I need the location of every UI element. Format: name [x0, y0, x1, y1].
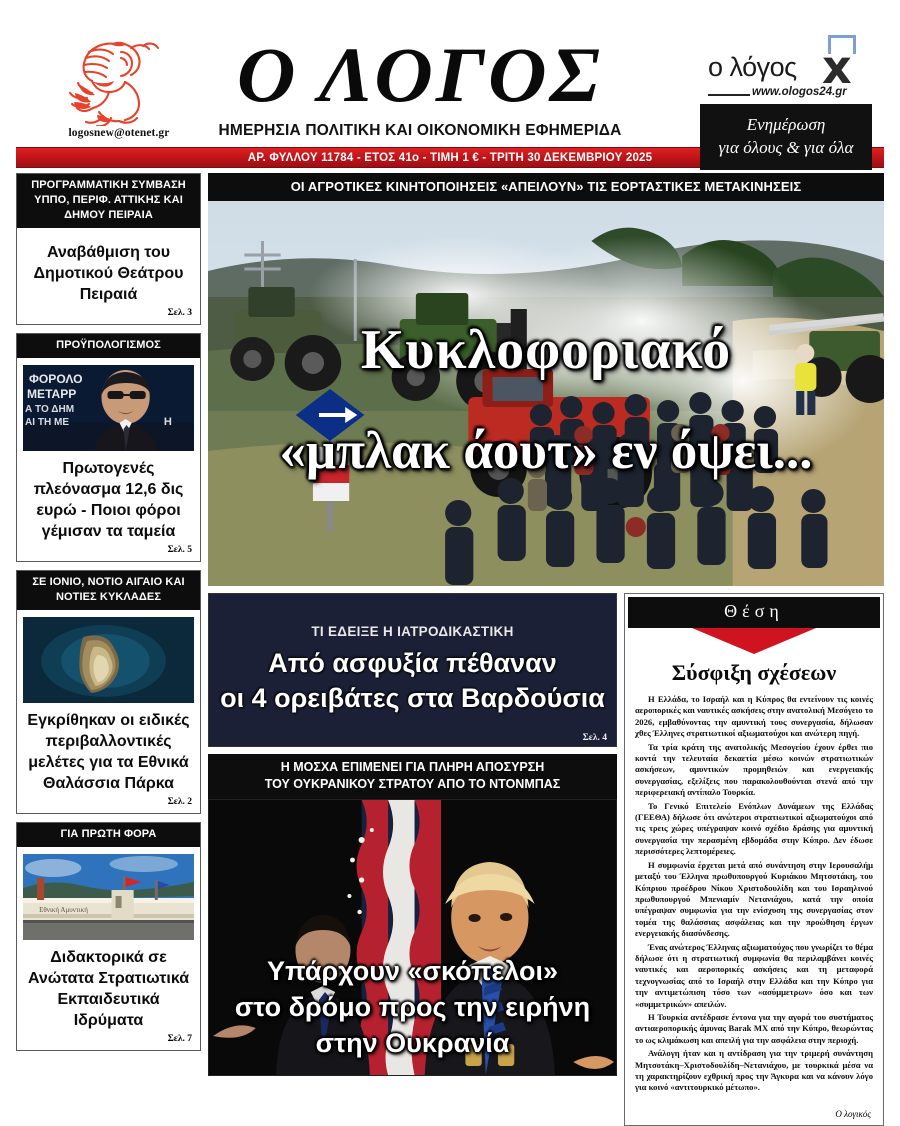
title-block	[200, 31, 640, 140]
military-academy-building-photo	[23, 854, 194, 940]
svg-text:ΜΕΤΑΡΡ: ΜΕΤΑΡΡ	[27, 387, 77, 401]
farmers-tractor-roadblock-photo	[208, 201, 884, 586]
page-reference: Σελ. 7	[167, 1034, 192, 1044]
story-ukraine-kicker-line-2: ΤΟΥ ΟΥΚΡΑΝΙΚΟΥ ΣΤΡΑΤΟΥ ΑΠΟ ΤΟ ΝΤΟΝΜΠΑΣ	[264, 777, 561, 791]
story-ukraine-kicker-line-1: Η ΜΟΣΧΑ ΕΠΙΜΕΝΕΙ ΓΙΑ ΠΛΗΡΗ ΑΠΟΣΥΡΣΗ	[280, 760, 545, 774]
masthead	[0, 0, 900, 157]
logo-email: logosnew@otenet.gr	[68, 127, 170, 139]
sidebar-item-stratiotika-idrymata[interactable]	[16, 822, 201, 1051]
opinion-paragraph: Ένας ανώτερος Έλληνας αξιωματούχος που γνωρίζει το θέμα δήλωσε ότι η στρατιωτική συμφωνία θα περιλαμβάνει κοινές ναυτικές και αεροπορικές ασκήσεις και τη μεταφορά τεχνογνωσίας από το Ισραήλ στην Ελλάδα και την Κύπρο για την αντιμετώπιση τόσο των «ασύμμετρων» όσο και των «συμμετρικών» απειλών.	[635, 941, 873, 1009]
page-reference: Σελ. 5	[167, 545, 192, 555]
story-vardousia-headline	[220, 646, 605, 716]
sidebar-item-thalassia-parka[interactable]	[16, 570, 201, 814]
page-reference: Σελ. 3	[167, 308, 192, 318]
sidebar-item-kicker: ΓΙΑ ΠΡΩΤΗ ΦΟΡΑ	[17, 823, 200, 847]
opinion-paragraph: Η συμφωνία έρχεται μετά από συνάντηση στην Ιερουσαλήμ μεταξύ του Έλληνα πρωθυπουργού Κυριάκου Μητσοτάκη, του Κύπριου προέδρου Νίκου Χριστοδουλίδη και του Ισραηλινού πρωθυπουργού Μπενιαμίν Νετανιάχου, κατά την οποία υπέγραψαν συμφωνία για την ενίσχυση της συνεργασίας στον τομέα της θαλάσσιας ασφάλειας και την προώθηση έργων ενεργειακής διασύνδεσης.	[635, 859, 873, 939]
sidebar-item-kicker: ΠΡΟΓΡΑΜΜΑΤΙΚΗ ΣΥΜΒΑΣΗ ΥΠΠΟ, ΠΕΡΙΦ. ΑΤΤΙΚΗΣ ΚΑΙ ΔΗΜΟΥ ΠΕΙΡΑΙΑ	[17, 174, 200, 228]
sidebar-item-title: Διδακτορικά σε Ανώτατα Στρατιωτικά Εκπαιδευτικά Ιδρύματα	[27, 949, 190, 1029]
website-brand-box[interactable]	[700, 40, 872, 170]
page-title: Ο ΛΟΓΟΣ	[236, 31, 604, 118]
brand-logo	[700, 40, 872, 100]
sidebar-item-proypologismos[interactable]	[16, 333, 201, 562]
strapline-line-1: Ενημέρωση	[746, 115, 826, 134]
opinion-paragraph: Τα τρία κράτη της ανατολικής Μεσογείου έχουν έρθει πιο κοντά την τελευταία δεκαετία μέσω κοινών στρατιωτικών ασκήσεων, αμυντικών προμηθειών και ενεργειακής συνεργασίας, εξελίξεις που παρακολουθούνται στενά από την περιφερειακή αντίπαλο Τουρκία.	[635, 741, 873, 798]
opinion-paragraph: Η Ελλάδα, το Ισραήλ και η Κύπρος θα εντείνουν τις κοινές αεροπορικές και ναυτικές ασκήσεις στην ανατολική Μεσόγειο το 2026, εμβαθύνοντας την αμυντική τους συνεργασία, δήλωσαν χθες Έλληνες στρατιωτικοί αξιωματούχοι και ανώτερη πηγή.	[635, 694, 873, 739]
red-arrow-icon	[692, 628, 816, 654]
newspaper-logo	[44, 38, 194, 150]
opinion-body	[625, 694, 883, 1102]
lower-region	[208, 593, 884, 1126]
story-vardousia-kicker: ΤΙ ΕΔΕΙΞΕ Η ΙΑΤΡΟΔΙΚΑΣΤΙΚΗ	[311, 624, 514, 639]
brand-wordmark: ο λόγος	[708, 52, 797, 82]
page-reference: Σελ. 2	[167, 797, 192, 807]
opinion-paragraph: Το Γενικό Επιτελείο Ενόπλων Δυνάμεων της Ελλάδας (ΓΕΕΘΑ) δήλωσε ότι ανώτεροι στρατιωτικοί αξιωματούχοι από τις τρεις χώρες υπέγραψαν κοινό σχέδιο δράσης για αμυντική συνεργασία την περασμένη εβδομάδα στην Κύπρο. Δεν έδωσε περισσότερες λεπτομέρειες.	[635, 800, 873, 857]
story-ukraine-line-1: Υπάρχουν «σκόπελοι»	[266, 956, 559, 986]
middle-column	[208, 593, 617, 1126]
svg-text:ΦΟΡΟΛΟ: ΦΟΡΟΛΟ	[29, 372, 83, 386]
trump-press-briefing-photo	[208, 799, 617, 1076]
story-ukraine-headline	[209, 953, 616, 1061]
svg-text:Α ΤΟ ΔΗΜ: Α ΤΟ ΔΗΜ	[25, 404, 75, 415]
story-ukraine-line-3: στην Ουκρανία	[315, 1028, 510, 1058]
brand-bracket-icon: x	[822, 40, 852, 94]
opinion-paragraph: Ανάλογη ήταν και η αντίδραση για την τριμερή συνάντηση Μητσοτάκη–Χριστοδουλίδη–Νετανιάχου, με τουρκικά μέσα να τη χαρακτηρίζουν εχθρική προς την Άγκυρα και να κάνουν λόγο για κοινό «αντιτουρκικό μέτωπο».	[635, 1048, 873, 1093]
sidebar	[16, 173, 201, 1126]
svg-text:Εθνική Αμυντική: Εθνική Αμυντική	[39, 906, 88, 914]
website-url[interactable]: www.ologos24.gr	[752, 86, 847, 98]
sidebar-item-kicker: ΠΡΟΫΠΟΛΟΓΙΣΜΟΣ	[17, 334, 200, 358]
lead-headline-line-1: Κυκλοφοριακό	[360, 319, 732, 381]
sidebar-item-title: Πρωτογενές πλεόνασμα 12,6 δις ευρώ - Ποιοι φόροι γέμισαν τα ταμεία	[33, 460, 184, 540]
opinion-section-label: Θέση	[628, 597, 880, 628]
story-ukraine-line-2: στο δρόμο προς την ειρήνη	[234, 992, 591, 1022]
masthead-subtitle: ΗΜΕΡΗΣΙΑ ΠΟΛΙΤΙΚΗ ΚΑΙ ΟΙΚΟΝΟΜΙΚΗ ΕΦΗΜΕΡΙΔΑ	[218, 122, 622, 139]
lead-headline-line-2: «μπλακ άουτ» εν όψει...	[279, 422, 813, 480]
page-reference: Σελ. 4	[582, 733, 607, 743]
muse-figure-icon	[59, 38, 179, 126]
sidebar-item-kicker: ΣΕ ΙΟΝΙΟ, ΝΟΤΙΟ ΑΙΓΑΙΟ ΚΑΙ ΝΟΤΙΕΣ ΚΥΚΛΑΔΕΣ	[17, 571, 200, 610]
lead-story[interactable]	[208, 173, 884, 586]
svg-text:ΑΙ ΤΗ ΜΕ: ΑΙ ΤΗ ΜΕ	[25, 417, 70, 428]
aegean-island-aerial-photo	[23, 617, 194, 703]
opinion-signature: Ο λογικός	[835, 1108, 871, 1119]
opinion-title: Σύσφιξη σχέσεων	[671, 660, 837, 685]
sidebar-item-theatro-peiraia[interactable]	[16, 173, 201, 325]
svg-text:Η: Η	[163, 416, 172, 428]
lead-story-kicker: ΟΙ ΑΓΡΟΤΙΚΕΣ ΚΙΝΗΤΟΠΟΙΗΣΕΙΣ «ΑΠΕΙΛΟΥΝ» ΤΙΣ ΕΟΡΤΑΣΤΙΚΕΣ ΜΕΤΑΚΙΝΗΣΕΙΣ	[208, 173, 884, 201]
main-column	[208, 173, 884, 1126]
sidebar-item-title: Εγκρίθηκαν οι ειδικές περιβαλλοντικές μελέτες για τα Εθνικά Θαλάσσια Πάρκα	[27, 712, 190, 792]
opinion-paragraph: Η Τουρκία αντέδρασε έντονα για την αγορά του συστήματος αντιαεροπορικής άμυνας Barak MX από την Κύπρο, θεωρώντας το ως κλιμάκωση και απειλή για την ασφάλεια στην περιοχή.	[635, 1011, 873, 1045]
brand-strapline	[700, 104, 872, 170]
story-vardousia[interactable]	[208, 593, 617, 747]
strapline-line-2: για όλους & για όλα	[718, 138, 854, 157]
story-vardousia-line-1: Από ασφυξία πέθαναν	[268, 648, 557, 678]
minister-press-conference-photo	[23, 365, 194, 451]
sidebar-item-title: Αναβάθμιση του Δημοτικού Θεάτρου Πειραιά	[33, 244, 184, 303]
opinion-column[interactable]	[624, 593, 884, 1126]
brand-blue-accent-icon	[828, 35, 856, 54]
story-ukraine[interactable]	[208, 754, 617, 1076]
story-ukraine-kicker	[208, 754, 617, 799]
content-area	[16, 173, 884, 1126]
issue-info-bar: ΑΡ. ΦΥΛΛΟΥ 11784 - ΕΤΟΣ 41ο - ΤΙΜΗ 1 € - ΤΡΙΤΗ 30 ΔΕΚΕΜΒΡΙΟΥ 2025	[16, 147, 884, 168]
brand-divider	[708, 94, 750, 96]
story-vardousia-line-2: οι 4 ορειβάτες στα Βαρδούσια	[220, 683, 605, 713]
